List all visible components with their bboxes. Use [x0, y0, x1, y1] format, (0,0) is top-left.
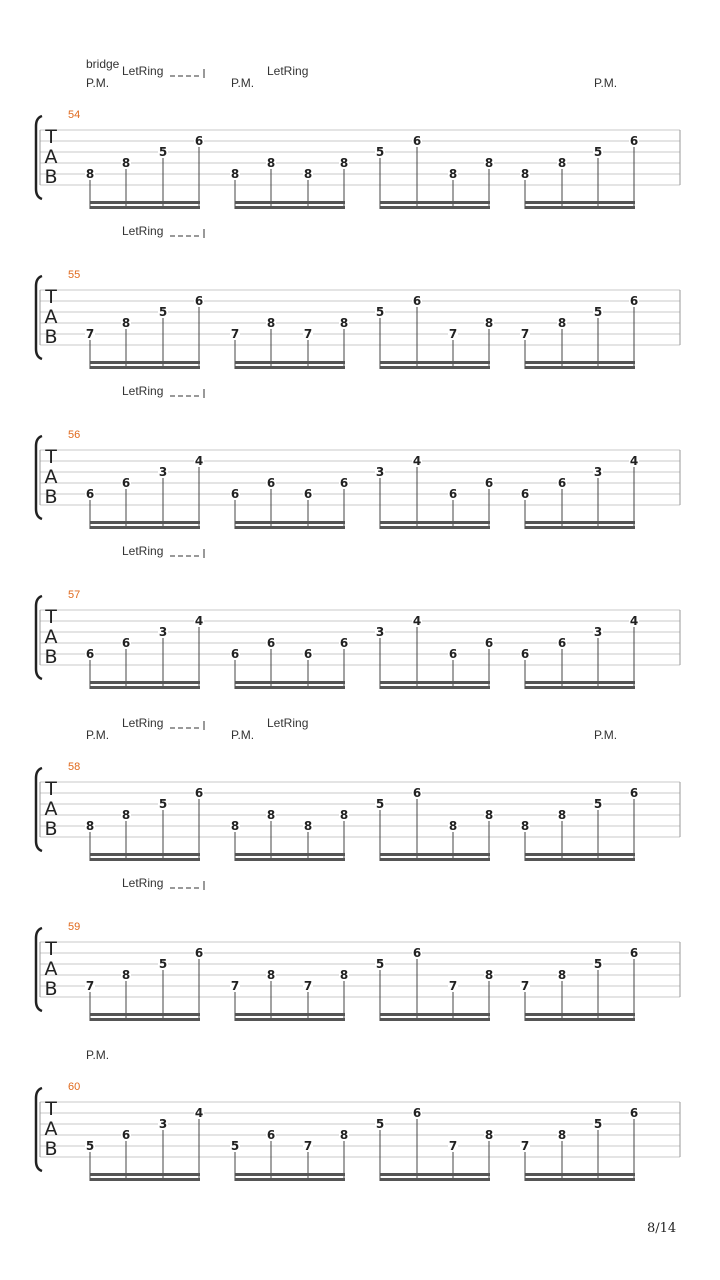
fret-number: 8: [121, 316, 131, 330]
let-ring-mark: LetRing: [122, 876, 164, 890]
beam-secondary: [525, 361, 635, 364]
beam-secondary: [380, 201, 490, 204]
fret-number: 4: [194, 454, 204, 468]
beam-secondary: [380, 1013, 490, 1016]
fret-number: 6: [194, 134, 204, 148]
tab-clef-letter: A: [44, 798, 58, 820]
let-ring-mark: LetRing: [122, 224, 164, 238]
system-bracket: [36, 768, 42, 851]
measure-number: 54: [68, 109, 81, 121]
fret-number: 8: [557, 1128, 567, 1142]
fret-number: 6: [266, 1128, 276, 1142]
beam-primary: [235, 206, 345, 209]
fret-number: 4: [194, 614, 204, 628]
tab-clef-letter: A: [44, 466, 58, 488]
beam-primary: [90, 686, 200, 689]
fret-number: 6: [412, 134, 422, 148]
system-bracket: [36, 276, 42, 359]
let-ring-mark: LetRing: [267, 716, 309, 730]
tab-system-57: [36, 544, 680, 689]
fret-number: 6: [412, 1106, 422, 1120]
tab-clef-letter: A: [44, 306, 58, 328]
fret-number: 5: [375, 957, 385, 971]
fret-number: 6: [339, 476, 349, 490]
beam-secondary: [235, 521, 345, 524]
tab-clef-letter: B: [44, 818, 58, 840]
beam-secondary: [525, 521, 635, 524]
beam-secondary: [380, 1173, 490, 1176]
tab-clef-letter: A: [44, 146, 58, 168]
fret-number: 3: [158, 465, 168, 479]
fret-number: 6: [629, 946, 639, 960]
fret-number: 8: [339, 156, 349, 170]
fret-number: 6: [629, 294, 639, 308]
beam-secondary: [525, 681, 635, 684]
measure-number: 60: [68, 1081, 81, 1093]
tab-clef-letter: T: [45, 126, 57, 148]
fret-number: 7: [303, 1139, 313, 1153]
fret-number: 6: [266, 636, 276, 650]
let-ring-mark: LetRing: [122, 716, 164, 730]
fret-number: 8: [266, 808, 276, 822]
fret-number: 6: [339, 636, 349, 650]
fret-number: 5: [593, 1117, 603, 1131]
system-bracket: [36, 116, 42, 199]
palm-mute-mark: P.M.: [86, 728, 110, 742]
palm-mute-mark: P.M.: [86, 1048, 110, 1062]
section-label: bridge: [86, 57, 120, 71]
palm-mute-mark: P.M.: [594, 76, 618, 90]
fret-number: 5: [85, 1139, 95, 1153]
tab-clef-letter: B: [44, 646, 58, 668]
fret-number: 6: [121, 476, 131, 490]
fret-number: 7: [303, 327, 313, 341]
tab-clef-letter: T: [45, 1098, 57, 1120]
beam-secondary: [90, 201, 200, 204]
tab-clef-letter: B: [44, 978, 58, 1000]
fret-number: 6: [121, 636, 131, 650]
fret-number: 5: [230, 1139, 240, 1153]
tab-system-58: [36, 716, 680, 861]
fret-number: 5: [375, 305, 385, 319]
palm-mute-mark: P.M.: [231, 728, 255, 742]
beam-primary: [90, 1178, 200, 1181]
fret-number: 6: [629, 134, 639, 148]
beam-primary: [380, 206, 490, 209]
fret-number: 7: [85, 327, 95, 341]
fret-number: 5: [375, 145, 385, 159]
fret-number: 6: [230, 647, 240, 661]
palm-mute-mark: P.M.: [231, 76, 255, 90]
let-ring-mark: LetRing: [267, 64, 309, 78]
beam-secondary: [525, 853, 635, 856]
let-ring-mark: LetRing: [122, 64, 164, 78]
tab-clef-letter: T: [45, 286, 57, 308]
fret-number: 5: [158, 797, 168, 811]
fret-number: 8: [484, 316, 494, 330]
tab-clef-letter: T: [45, 606, 57, 628]
fret-number: 6: [121, 1128, 131, 1142]
tab-clef-letter: B: [44, 1138, 58, 1160]
beam-secondary: [90, 853, 200, 856]
tab-clef-letter: T: [45, 778, 57, 800]
tab-system-59: [36, 876, 680, 1021]
beam-primary: [235, 686, 345, 689]
fret-number: 8: [484, 968, 494, 982]
fret-number: 5: [593, 797, 603, 811]
fret-number: 6: [412, 946, 422, 960]
fret-number: 6: [194, 946, 204, 960]
fret-number: 6: [85, 487, 95, 501]
system-bracket: [36, 436, 42, 519]
fret-number: 8: [121, 968, 131, 982]
fret-number: 4: [412, 614, 422, 628]
beam-primary: [525, 858, 635, 861]
beam-secondary: [380, 521, 490, 524]
beam-primary: [380, 526, 490, 529]
beam-secondary: [380, 361, 490, 364]
fret-number: 8: [266, 968, 276, 982]
beam-secondary: [235, 853, 345, 856]
fret-number: 6: [484, 636, 494, 650]
tab-clef-letter: A: [44, 1118, 58, 1140]
system-bracket: [36, 596, 42, 679]
fret-number: 8: [339, 316, 349, 330]
fret-number: 7: [520, 327, 530, 341]
beam-primary: [525, 686, 635, 689]
tab-clef-letter: B: [44, 486, 58, 508]
page-number: 8/14: [647, 1221, 677, 1236]
fret-number: 6: [629, 786, 639, 800]
fret-number: 8: [85, 167, 95, 181]
fret-number: 8: [121, 808, 131, 822]
beam-primary: [525, 1018, 635, 1021]
beam-secondary: [235, 1013, 345, 1016]
fret-number: 8: [230, 819, 240, 833]
fret-number: 6: [412, 294, 422, 308]
tab-systems: [36, 64, 680, 1181]
fret-number: 6: [412, 786, 422, 800]
fret-number: 3: [593, 465, 603, 479]
fret-number: 8: [520, 819, 530, 833]
fret-number: 7: [448, 979, 458, 993]
fret-number: 6: [484, 476, 494, 490]
fret-number: 5: [593, 145, 603, 159]
beam-primary: [90, 858, 200, 861]
beam-secondary: [90, 681, 200, 684]
fret-number: 5: [158, 145, 168, 159]
fret-number: 8: [230, 167, 240, 181]
tab-clef-letter: T: [45, 938, 57, 960]
fret-number: 7: [230, 327, 240, 341]
fret-number: 8: [266, 316, 276, 330]
beam-primary: [235, 1178, 345, 1181]
beam-primary: [380, 858, 490, 861]
fret-number: 8: [484, 156, 494, 170]
beam-primary: [525, 206, 635, 209]
fret-number: 3: [593, 625, 603, 639]
fret-number: 6: [303, 647, 313, 661]
fret-number: 4: [629, 614, 639, 628]
beam-primary: [90, 366, 200, 369]
fret-number: 4: [629, 454, 639, 468]
fret-number: 7: [520, 979, 530, 993]
fret-number: 8: [557, 316, 567, 330]
fret-number: 6: [557, 476, 567, 490]
beam-secondary: [90, 361, 200, 364]
fret-number: 6: [194, 786, 204, 800]
fret-number: 6: [85, 647, 95, 661]
fret-number: 6: [557, 636, 567, 650]
fret-number: 7: [303, 979, 313, 993]
beam-primary: [525, 1178, 635, 1181]
beam-primary: [380, 1178, 490, 1181]
fret-number: 6: [194, 294, 204, 308]
measure-number: 59: [68, 921, 81, 933]
fret-number: 8: [121, 156, 131, 170]
tab-clef-letter: T: [45, 446, 57, 468]
fret-number: 7: [448, 1139, 458, 1153]
fret-number: 3: [375, 625, 385, 639]
tab-system-60: [36, 1048, 680, 1181]
beam-secondary: [235, 681, 345, 684]
beam-secondary: [235, 361, 345, 364]
beam-primary: [90, 526, 200, 529]
system-bracket: [36, 1088, 42, 1171]
fret-number: 4: [412, 454, 422, 468]
fret-number: 7: [230, 979, 240, 993]
fret-number: 8: [448, 819, 458, 833]
tab-clef-letter: A: [44, 626, 58, 648]
fret-number: 6: [303, 487, 313, 501]
fret-number: 7: [448, 327, 458, 341]
fret-number: 6: [448, 647, 458, 661]
beam-secondary: [380, 681, 490, 684]
beam-secondary: [525, 1013, 635, 1016]
fret-number: 8: [339, 1128, 349, 1142]
beam-primary: [90, 1018, 200, 1021]
tab-system-54: [36, 64, 680, 209]
beam-primary: [235, 1018, 345, 1021]
beam-secondary: [90, 521, 200, 524]
beam-secondary: [235, 1173, 345, 1176]
fret-number: 4: [194, 1106, 204, 1120]
fret-number: 6: [448, 487, 458, 501]
beam-primary: [235, 858, 345, 861]
beam-primary: [380, 366, 490, 369]
beam-primary: [525, 526, 635, 529]
fret-number: 6: [629, 1106, 639, 1120]
fret-number: 6: [520, 487, 530, 501]
beam-secondary: [525, 201, 635, 204]
fret-number: 8: [266, 156, 276, 170]
tab-system-55: [36, 224, 680, 369]
measure-number: 56: [68, 429, 81, 441]
fret-number: 8: [339, 968, 349, 982]
beam-primary: [235, 526, 345, 529]
tab-clef-letter: B: [44, 326, 58, 348]
fret-number: 8: [484, 1128, 494, 1142]
system-bracket: [36, 928, 42, 1011]
fret-number: 6: [520, 647, 530, 661]
fret-number: 5: [158, 957, 168, 971]
measure-number: 57: [68, 589, 81, 601]
beam-secondary: [90, 1173, 200, 1176]
beam-secondary: [235, 201, 345, 204]
fret-number: 8: [85, 819, 95, 833]
tab-clef-letter: B: [44, 166, 58, 188]
beam-primary: [380, 686, 490, 689]
measure-number: 55: [68, 269, 81, 281]
fret-number: 6: [266, 476, 276, 490]
fret-number: 8: [557, 968, 567, 982]
palm-mute-mark: P.M.: [86, 76, 110, 90]
beam-secondary: [380, 853, 490, 856]
fret-number: 5: [375, 1117, 385, 1131]
palm-mute-mark: P.M.: [594, 728, 618, 742]
fret-number: 5: [375, 797, 385, 811]
fret-number: 5: [593, 957, 603, 971]
fret-number: 6: [230, 487, 240, 501]
let-ring-mark: LetRing: [122, 544, 164, 558]
fret-number: 7: [520, 1139, 530, 1153]
tab-system-56: [36, 384, 680, 529]
beam-primary: [525, 366, 635, 369]
fret-number: 8: [303, 819, 313, 833]
fret-number: 8: [484, 808, 494, 822]
let-ring-mark: LetRing: [122, 384, 164, 398]
fret-number: 5: [593, 305, 603, 319]
fret-number: 8: [557, 808, 567, 822]
beam-secondary: [525, 1173, 635, 1176]
measure-number: 58: [68, 761, 81, 773]
fret-number: 8: [448, 167, 458, 181]
beam-primary: [90, 206, 200, 209]
beam-primary: [235, 366, 345, 369]
fret-number: 7: [85, 979, 95, 993]
fret-number: 8: [339, 808, 349, 822]
beam-secondary: [90, 1013, 200, 1016]
tab-clef-letter: A: [44, 958, 58, 980]
fret-number: 3: [158, 1117, 168, 1131]
beam-primary: [380, 1018, 490, 1021]
fret-number: 3: [375, 465, 385, 479]
fret-number: 8: [303, 167, 313, 181]
fret-number: 8: [557, 156, 567, 170]
fret-number: 3: [158, 625, 168, 639]
fret-number: 5: [158, 305, 168, 319]
fret-number: 8: [520, 167, 530, 181]
